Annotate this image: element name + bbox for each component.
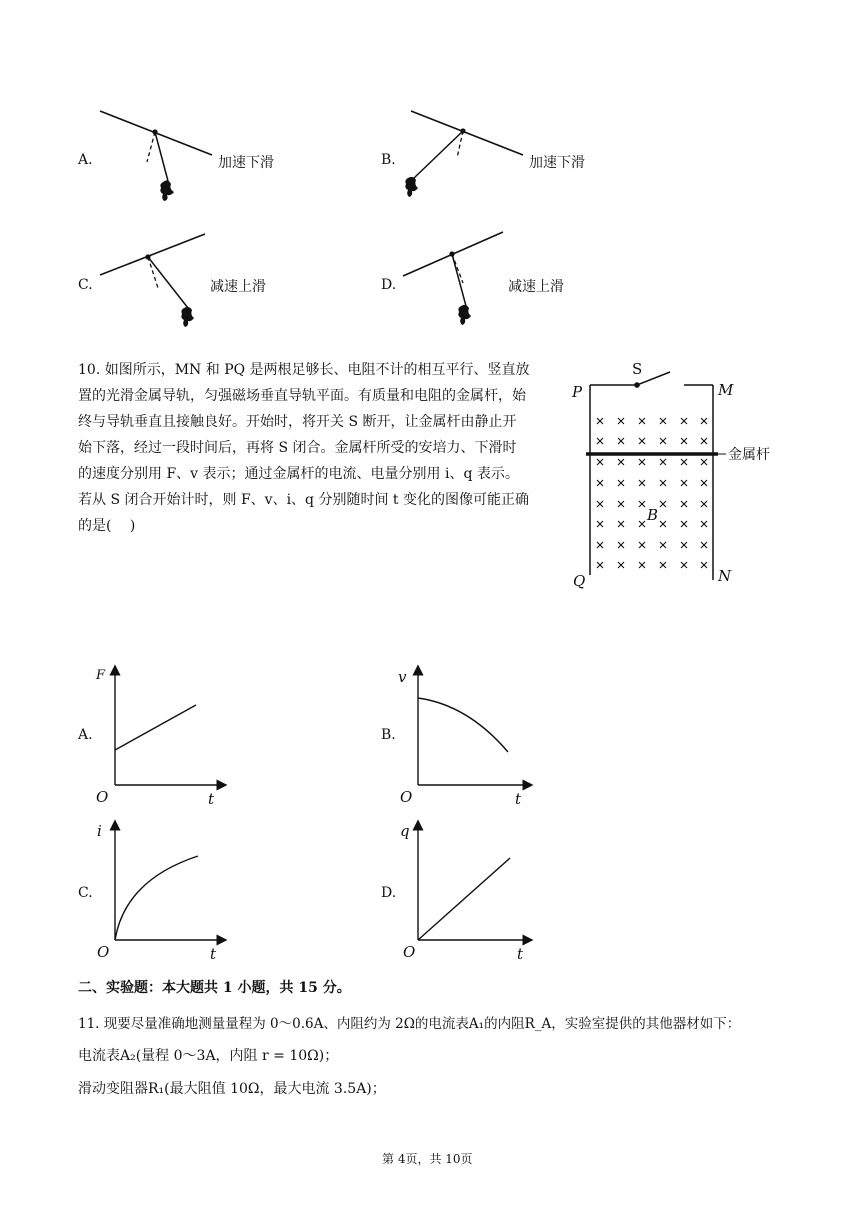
q10-line: 始下落，经过一段时间后，再将 S 闭合。金属杆所受的安培力、下滑时 <box>78 440 517 456</box>
q11-line-2: 电流表A₂(量程 0～3A，内阻 r = 10Ω)； <box>78 1048 339 1064</box>
graph-d-x-label: t <box>517 945 524 963</box>
q11-line-3: 滑动变阻器R₁(最大阻值 10Ω，最大电流 3.5A)； <box>78 1081 386 1097</box>
q10-option-d-label: D. <box>381 885 397 901</box>
section-heading: 二、实验题：本大题共 1 小题，共 15 分。 <box>78 980 351 996</box>
label-n: N <box>718 567 732 585</box>
graph-c-x-label: t <box>210 945 217 963</box>
q10-line: 若从 S 闭合开始计时，则 F、v、i、q 分别随时间 t 变化的图像可能正确 <box>78 492 529 508</box>
graph-a-y-label: F <box>96 668 106 683</box>
q9-option-b-label: B. <box>381 152 396 168</box>
q11-line-1: 11. 现要尽量准确地测量量程为 0～0.6A、内阻约为 2Ω的电流表A₁的内阻R_A，实验室提供的其他器材如下： <box>78 1016 741 1032</box>
graph-a-x-label: t <box>208 790 215 808</box>
graph-c <box>115 825 222 940</box>
q10-line: 10. 如图所示，MN 和 PQ 是两根足够长、电阻不计的相互平行、竖直放 <box>78 362 530 378</box>
q10-line: 置的光滑金属导轨，匀强磁场垂直导轨平面。有质量和电阻的金属杆，始 <box>78 388 526 404</box>
q10-line: 的速度分别用 F、v 表示；通过金属杆的电流、电量分别用 i、q 表示。 <box>78 466 519 482</box>
label-m: M <box>718 381 734 399</box>
q10-line: 的是( ) <box>78 518 136 534</box>
q9-option-c-label: C. <box>78 277 93 293</box>
q10-line: 终与导轨垂直且接触良好。开始时，将开关 S 断开，让金属杆由静止开 <box>78 414 517 430</box>
graph-b-y-label: v <box>398 668 407 686</box>
label-q: Q <box>573 572 586 590</box>
q9-option-a-caption: 加速下滑 <box>218 155 274 171</box>
graph-a <box>115 670 222 785</box>
page-footer: 第 4页，共 10页 <box>382 1152 473 1166</box>
q9-option-d-caption: 减速上滑 <box>508 279 564 295</box>
label-p: P <box>572 383 583 401</box>
graph-b <box>418 670 528 785</box>
graph-b-origin: O <box>400 788 413 806</box>
graph-c-y-label: i <box>97 822 102 840</box>
graph-c-origin: O <box>97 943 110 961</box>
label-b: B <box>647 506 659 524</box>
q9-option-b-caption: 加速下滑 <box>529 155 585 171</box>
graph-a-origin: O <box>96 788 109 806</box>
q10-option-a-label: A. <box>78 727 93 743</box>
graph-d-y-label: q <box>400 822 410 840</box>
label-rod: 金属杆 <box>728 447 770 463</box>
graph-d-origin: O <box>403 943 416 961</box>
q9-option-d-label: D. <box>381 277 397 293</box>
graph-d <box>418 825 528 940</box>
q10-option-b-label: B. <box>381 727 396 743</box>
q9-option-a-label: A. <box>78 152 93 168</box>
label-s: S <box>632 360 643 378</box>
graph-b-x-label: t <box>515 790 522 808</box>
q9-option-c-caption: 减速上滑 <box>210 279 266 295</box>
q10-option-c-label: C. <box>78 885 93 901</box>
